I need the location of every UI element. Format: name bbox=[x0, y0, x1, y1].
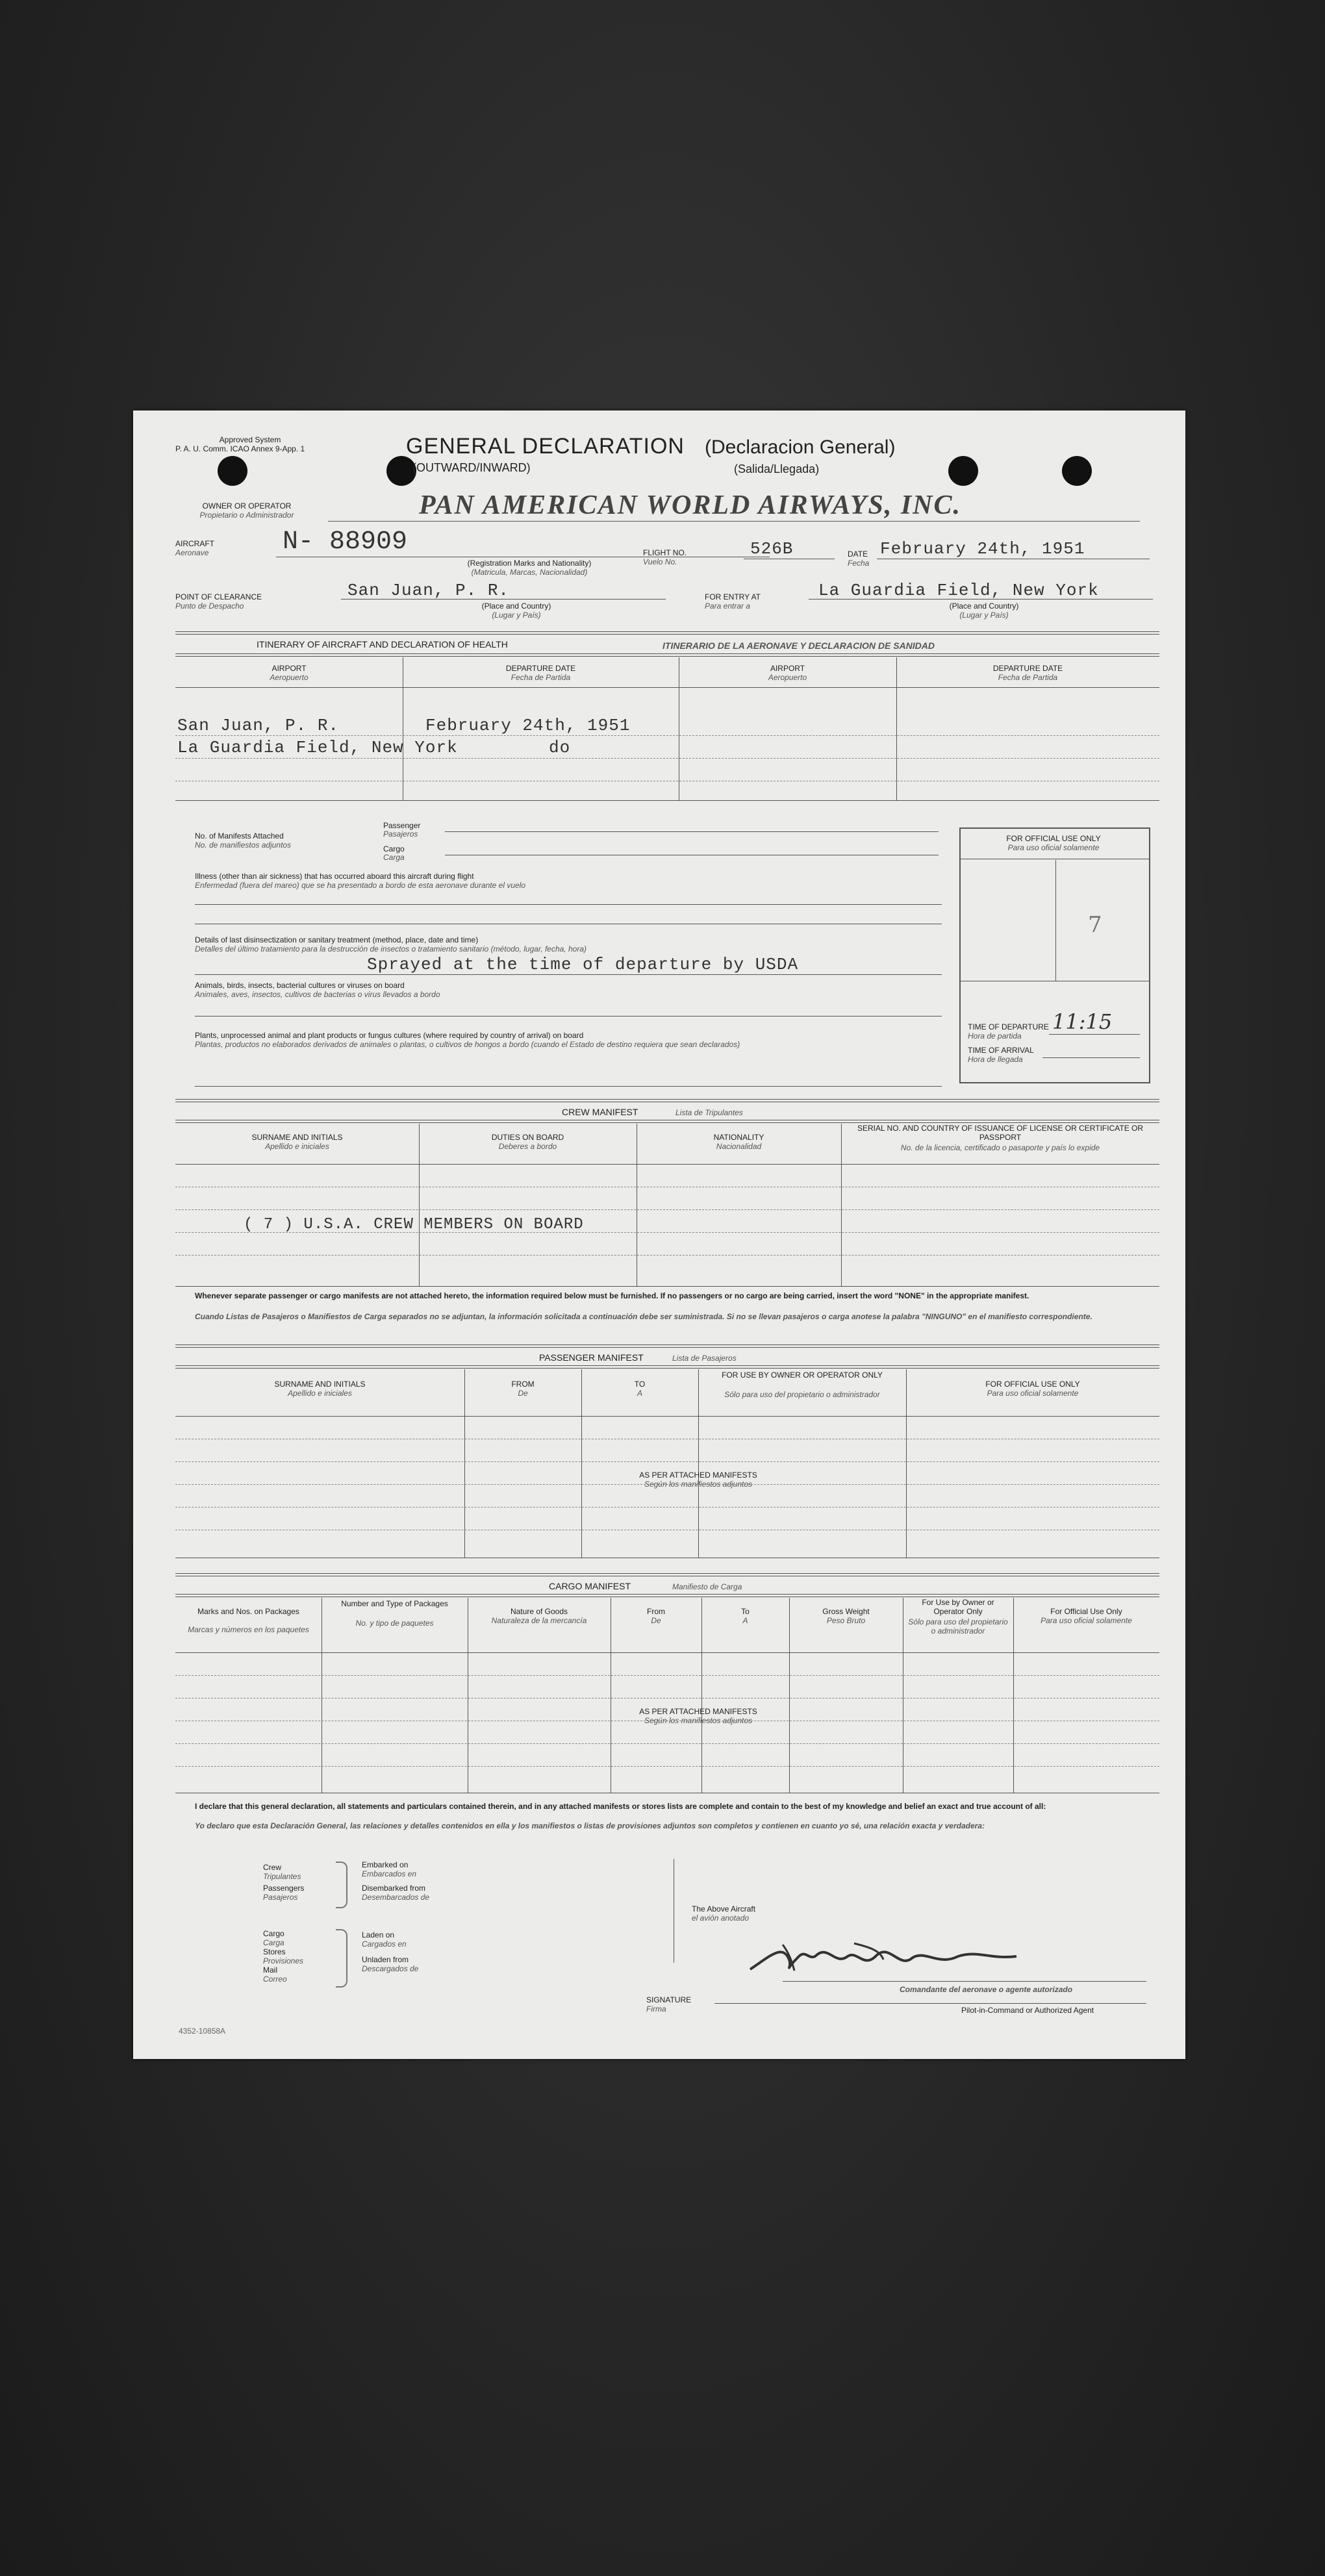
owner-label-es: Propietario o Administrador bbox=[199, 511, 294, 520]
registration-caption-es: (Matricula, Marcas, Nacionalidad) bbox=[471, 568, 588, 577]
cargo-attached-es: Según los manifiestos adjuntos bbox=[644, 1716, 753, 1725]
itin-col-departure: DEPARTURE DATE bbox=[505, 664, 576, 673]
cargo-col-owner: For Use by Owner or Operator Only bbox=[922, 1598, 994, 1616]
entry-label: FOR ENTRY AT bbox=[705, 592, 761, 601]
itin-col-airport: AIRPORT bbox=[271, 664, 307, 673]
decl-cargo: Cargo bbox=[263, 1929, 284, 1938]
cargo-col-official: For Official Use Only bbox=[1050, 1607, 1122, 1616]
punch-hole bbox=[948, 456, 978, 486]
cargo-col-from: From bbox=[647, 1607, 665, 1616]
captain-signature bbox=[744, 1930, 1042, 1982]
form-subtitle-es: (Salida/Llegada) bbox=[734, 462, 820, 475]
time-departure-label: TIME OF DEPARTURE bbox=[968, 1022, 1049, 1031]
pass-col-from: FROM bbox=[511, 1380, 535, 1389]
pass-col-owner-es: Sólo para uso del propietario o administrador bbox=[724, 1390, 880, 1399]
crew-heading: CREW MANIFEST bbox=[562, 1107, 638, 1117]
clearance-place-caption: (Place and Country) bbox=[481, 601, 551, 611]
form-subtitle: (OUTWARD/INWARD) bbox=[412, 461, 531, 474]
cargo-attached: AS PER ATTACHED MANIFESTS bbox=[639, 1707, 757, 1716]
cargo-col-official-es: Para uso oficial solamente bbox=[1041, 1616, 1132, 1625]
punch-hole bbox=[218, 456, 247, 486]
decl-unladen: Unladen from bbox=[362, 1955, 409, 1964]
disinsect-label-es: Detalles del último tratamiento para la destrucción de insectos o tratamiento sanitario (método, lugar, fecha, hora) bbox=[195, 944, 587, 953]
decl-signature-label-es: Firma bbox=[646, 2004, 666, 2014]
declaration-text: I declare that this general declaration, all statements and particulars contained therein, and in any attached manifests or stores lists are complete and contain to the best of my knowledge and belief an exact and true account of all: bbox=[195, 1802, 1046, 1811]
form-title: GENERAL DECLARATION bbox=[406, 434, 685, 459]
itin-row-date: do bbox=[549, 738, 571, 757]
cargo-col-marks: Marks and Nos. on Packages bbox=[197, 1607, 299, 1616]
clearance-value: San Juan, P. R. bbox=[347, 581, 510, 600]
decl-brace bbox=[336, 1929, 347, 1988]
aircraft-label-es: Aeronave bbox=[175, 548, 209, 557]
crew-col-duties-es: Deberes a bordo bbox=[498, 1142, 557, 1151]
decl-disembarked: Disembarked from bbox=[362, 1884, 426, 1893]
crew-col-surname-es: Apellido e iniciales bbox=[265, 1142, 329, 1151]
crew-heading-es: Lista de Tripulantes bbox=[675, 1108, 743, 1117]
decl-brace bbox=[336, 1862, 347, 1908]
pass-col-surname: SURNAME AND INITIALS bbox=[274, 1380, 366, 1389]
itin-row-date: February 24th, 1951 bbox=[425, 716, 631, 735]
illness-label-es: Enfermedad (fuera del mareo) que se ha presentado a bordo de esta aeronave durante el vuelo bbox=[195, 881, 526, 890]
decl-laden-es: Cargados en bbox=[362, 1939, 407, 1949]
decl-crew: Crew bbox=[263, 1863, 282, 1872]
entry-value: La Guardia Field, New York bbox=[818, 581, 1099, 600]
itin-row-airport: La Guardia Field, New York bbox=[177, 738, 458, 757]
decl-cargo-es: Carga bbox=[263, 1938, 284, 1947]
decl-crew-es: Tripulantes bbox=[263, 1872, 301, 1881]
decl-disembarked-es: Desembarcados de bbox=[362, 1893, 430, 1902]
aircraft-value: N- 88909 bbox=[283, 527, 408, 557]
cargo-col-to: To bbox=[741, 1607, 750, 1616]
plants-label: Plants, unprocessed animal and plant products or fungus cultures (where required by country of arrival) on board bbox=[195, 1031, 584, 1040]
decl-above-aircraft: The Above Aircraft bbox=[692, 1904, 756, 1913]
pass-col-surname-es: Apellido e iniciales bbox=[288, 1389, 352, 1398]
animals-label: Animals, birds, insects, bacterial cultures or viruses on board bbox=[195, 981, 405, 990]
cargo-col-owner-es: Sólo para uso del propietario o administrador bbox=[908, 1617, 1008, 1635]
itin-col-airport-es: Aeropuerto bbox=[270, 673, 309, 682]
crew-col-surname: SURNAME AND INITIALS bbox=[251, 1133, 343, 1142]
decl-above-aircraft-es: el avión anotado bbox=[692, 1913, 750, 1923]
decl-stores: Stores bbox=[263, 1947, 286, 1956]
cargo-heading: CARGO MANIFEST bbox=[549, 1581, 631, 1591]
decl-signature-label: SIGNATURE bbox=[646, 1995, 692, 2004]
decl-embarked: Embarked on bbox=[362, 1860, 409, 1869]
cargo-col-nature-es: Naturaleza de la mercancía bbox=[491, 1616, 587, 1625]
form-number: 4352-10858A bbox=[179, 2027, 226, 2036]
decl-mail-es: Correo bbox=[263, 1975, 287, 1984]
date-label: DATE bbox=[848, 549, 868, 559]
itin-col-departure-2-es: Fecha de Partida bbox=[998, 673, 1058, 682]
cargo-col-number-es: No. y tipo de paquetes bbox=[355, 1619, 434, 1628]
notice-text-es: Cuando Listas de Pasajeros o Manifiestos de Carga separados no se adjuntan, la información solicitada a continuación debe ser suministrada. Si no se llevan pasajeros o carga anotese la palabra "NINGUNO" en el manifiesto correspondiente. bbox=[195, 1312, 1092, 1321]
decl-mail: Mail bbox=[263, 1965, 278, 1975]
pass-col-to-es: A bbox=[637, 1389, 642, 1398]
crew-col-duties: DUTIES ON BOARD bbox=[491, 1133, 564, 1142]
disinsect-label: Details of last disinsectization or sanitary treatment (method, place, date and time) bbox=[195, 935, 479, 944]
official-mark: 7 bbox=[1088, 912, 1102, 938]
clearance-place-caption-es: (Lugar y País) bbox=[492, 611, 541, 620]
plants-label-es: Plantas, productos no elaborados derivados de animales o plantas, o cultivos de hongos a bordo (cuando el Estado de destino requiera que sean declarados) bbox=[195, 1040, 740, 1049]
itinerary-heading: ITINERARY OF AIRCRAFT AND DECLARATION OF HEALTH bbox=[257, 639, 508, 650]
decl-passengers-es: Pasajeros bbox=[263, 1893, 298, 1902]
cargo-col-marks-es: Marcas y números en los paquetes bbox=[188, 1625, 309, 1634]
flight-no-label: FLIGHT NO. bbox=[643, 548, 687, 557]
crew-col-nationality-es: Nacionalidad bbox=[716, 1142, 762, 1151]
decl-agent-es: Comandante del aeronave o agente autorizado bbox=[900, 1985, 1073, 1994]
time-departure-value: 11:15 bbox=[1052, 1009, 1113, 1034]
itin-col-departure-2: DEPARTURE DATE bbox=[992, 664, 1063, 673]
time-departure-label-es: Hora de partida bbox=[968, 1031, 1022, 1041]
itin-col-airport-2: AIRPORT bbox=[770, 664, 805, 673]
decl-laden: Laden on bbox=[362, 1930, 395, 1939]
pass-col-from-es: De bbox=[518, 1389, 528, 1398]
owner-label: OWNER OR OPERATOR bbox=[202, 501, 292, 511]
crew-col-license-es: No. de la licencia, certificado o pasaporte y país lo expide bbox=[900, 1143, 1100, 1152]
declaration-text-es: Yo declaro que esta Declaración General, las relaciones y detalles contenidos en ella y los manifiestos o listas de provisiones adjuntos son completos y contienen en cuanto yo sé, una relación exacta y verdadera: bbox=[195, 1821, 985, 1830]
notice-text: Whenever separate passenger or cargo manifests are not attached hereto, the information required below must be furnished. If no passengers or no cargo are being carried, insert the word "NONE" in the appropriate manifest. bbox=[195, 1291, 1029, 1300]
official-use-heading: FOR OFFICIAL USE ONLY bbox=[1006, 834, 1101, 843]
manifests-label: No. of Manifests Attached bbox=[195, 831, 284, 840]
clearance-label: POINT OF CLEARANCE bbox=[175, 592, 262, 601]
cargo-heading-es: Manifiesto de Carga bbox=[672, 1582, 742, 1591]
flight-no-value: 526B bbox=[750, 539, 794, 559]
flight-no-label-es: Vuelo No. bbox=[643, 557, 677, 566]
date-label-es: Fecha bbox=[848, 559, 870, 568]
cargo-col-weight-es: Peso Bruto bbox=[826, 1616, 866, 1625]
registration-caption: (Registration Marks and Nationality) bbox=[467, 559, 592, 568]
manifests-label-es: No. de manifiestos adjuntos bbox=[195, 840, 292, 850]
crew-col-license: SERIAL NO. AND COUNTRY OF ISSUANCE OF LICENSE OR CERTIFICATE OR PASSPORT bbox=[857, 1124, 1144, 1142]
passenger-heading-es: Lista de Pasajeros bbox=[672, 1354, 737, 1363]
disinsect-value: Sprayed at the time of departure by USDA bbox=[367, 955, 799, 974]
pass-col-official: FOR OFFICIAL USE ONLY bbox=[985, 1380, 1080, 1389]
decl-stores-es: Provisiones bbox=[263, 1956, 304, 1965]
animals-label-es: Animales, aves, insectos, cultivos de bacterias o virus llevados a bordo bbox=[195, 990, 440, 999]
passenger-label-es: Pasajeros bbox=[383, 829, 418, 839]
date-value: February 24th, 1951 bbox=[880, 539, 1085, 559]
time-arrival-label-es: Hora de llegada bbox=[968, 1055, 1023, 1064]
illness-label: Illness (other than air sickness) that has occurred aboard this aircraft during flight bbox=[195, 872, 474, 881]
pau-comm: P. A. U. Comm. ICAO Annex 9-App. 1 bbox=[175, 444, 305, 453]
cargo-label-es: Carga bbox=[383, 853, 405, 862]
cargo-col-from-es: De bbox=[651, 1616, 661, 1625]
pass-col-official-es: Para uso oficial solamente bbox=[987, 1389, 1079, 1398]
entry-place-caption-es: (Lugar y País) bbox=[959, 611, 1009, 620]
official-use-box bbox=[959, 827, 1150, 1083]
clearance-label-es: Punto de Despacho bbox=[175, 601, 244, 611]
punch-hole bbox=[1062, 456, 1092, 486]
pass-col-owner: FOR USE BY OWNER OR OPERATOR ONLY bbox=[722, 1370, 883, 1380]
time-arrival-label: TIME OF ARRIVAL bbox=[968, 1046, 1034, 1055]
passenger-heading: PASSENGER MANIFEST bbox=[539, 1352, 644, 1363]
decl-embarked-es: Embarcados en bbox=[362, 1869, 417, 1878]
itin-row-airport: San Juan, P. R. bbox=[177, 716, 340, 735]
pass-col-to: TO bbox=[634, 1380, 646, 1389]
passenger-label: Passenger bbox=[383, 821, 421, 830]
official-use-heading-es: Para uso oficial solamente bbox=[1007, 843, 1100, 852]
decl-passengers: Passengers bbox=[263, 1884, 305, 1893]
cargo-label: Cargo bbox=[383, 844, 405, 853]
aircraft-label: AIRCRAFT bbox=[175, 539, 214, 548]
crew-entry: ( 7 ) U.S.A. CREW MEMBERS ON BOARD bbox=[244, 1216, 584, 1233]
general-declaration-form bbox=[133, 410, 1185, 2059]
entry-label-es: Para entrar a bbox=[705, 601, 751, 611]
decl-pilot: Pilot-in-Command or Authorized Agent bbox=[961, 2006, 1094, 2015]
owner-name: PAN AMERICAN WORLD AIRWAYS, INC. bbox=[419, 490, 962, 520]
itin-col-departure-es: Fecha de Partida bbox=[511, 673, 571, 682]
pass-attached-es: Según los manifiestos adjuntos bbox=[644, 1480, 753, 1489]
entry-place-caption: (Place and Country) bbox=[949, 601, 1019, 611]
cargo-col-weight: Gross Weight bbox=[822, 1607, 870, 1616]
decl-unladen-es: Descargados de bbox=[362, 1964, 419, 1973]
crew-col-nationality: NATIONALITY bbox=[713, 1133, 764, 1142]
approved-system: Approved System bbox=[219, 435, 281, 444]
itinerary-heading-es: ITINERARIO DE LA AERONAVE Y DECLARACION DE SANIDAD bbox=[662, 640, 935, 651]
form-title-es: (Declaracion General) bbox=[705, 436, 896, 458]
cargo-col-nature: Nature of Goods bbox=[510, 1607, 568, 1616]
cargo-col-to-es: A bbox=[742, 1616, 748, 1625]
pass-attached: AS PER ATTACHED MANIFESTS bbox=[639, 1471, 757, 1480]
cargo-col-number: Number and Type of Packages bbox=[341, 1599, 448, 1608]
itin-col-airport-2-es: Aeropuerto bbox=[768, 673, 807, 682]
